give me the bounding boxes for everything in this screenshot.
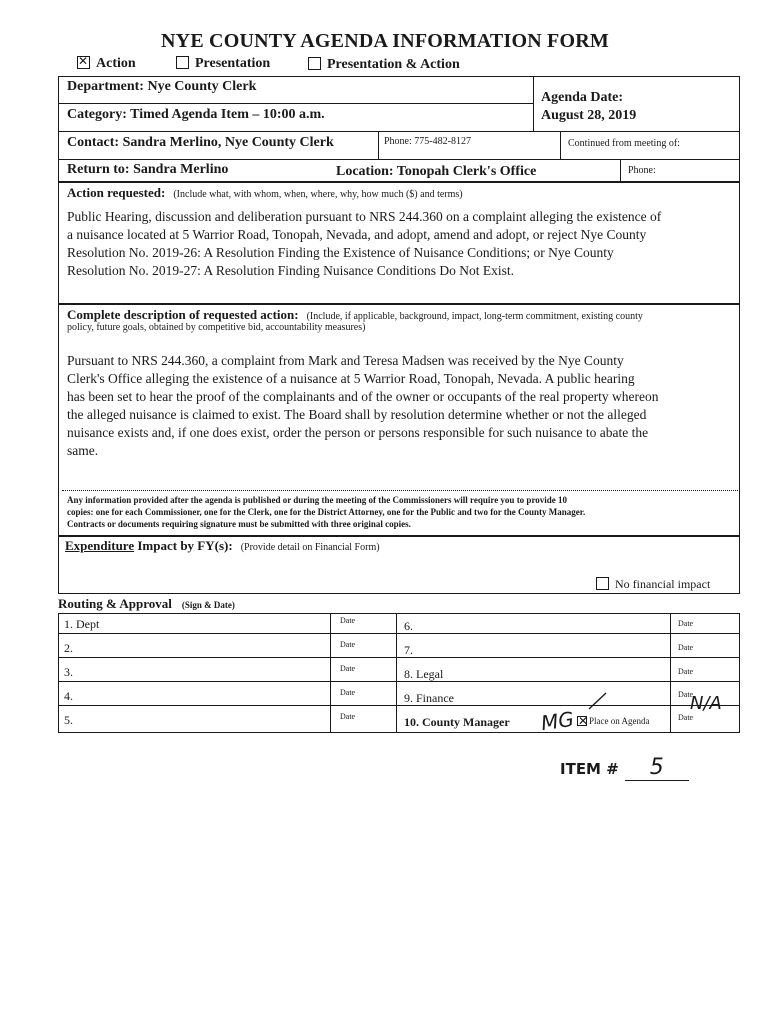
- text-line: Resolution No. 2019-26: A Resolution Finding the Existence of Nuisance Conditions; or Nye County: [67, 245, 614, 260]
- expenditure-label-rest: Impact by FY(s):: [134, 538, 233, 553]
- date-label: Date: [678, 667, 694, 676]
- sign-line: [396, 657, 670, 658]
- option-presentation-action-label: Presentation & Action: [327, 57, 460, 72]
- contact-field: Contact: Sandra Merlino, Nye County Clerk: [67, 135, 334, 150]
- text-line: Resolution No. 2019-27: A Resolution Finding Nuisance Conditions Do Not Exist.: [67, 263, 515, 278]
- routing-row-label: 2.: [64, 641, 73, 655]
- routing-row[interactable]: [64, 639, 73, 657]
- routing-row[interactable]: [64, 663, 73, 681]
- expenditure-hint: (Provide detail on Financial Form): [240, 542, 380, 553]
- routing-row-label: 4.: [64, 689, 73, 703]
- date-label: Date: [678, 643, 694, 652]
- signature-slash-icon: [586, 691, 610, 711]
- divider: [58, 103, 533, 104]
- option-action[interactable]: [77, 56, 136, 72]
- date-label: Date: [340, 640, 356, 649]
- date-line: [330, 657, 396, 658]
- sign-line: [58, 657, 330, 658]
- action-requested-hint: (Include what, with whom, when, where, why, how much ($) and terms): [173, 189, 463, 200]
- return-to-field: Return to: Sandra Merlino: [67, 162, 229, 177]
- date-line: [670, 681, 740, 682]
- copies-notice: [67, 494, 739, 530]
- place-on-agenda-checkbox[interactable]: [577, 716, 587, 726]
- routing-row[interactable]: [404, 713, 510, 731]
- agenda-date-label: Agenda Date:: [541, 90, 624, 105]
- no-financial-impact-label: No financial impact: [615, 577, 711, 591]
- date-line: [670, 657, 740, 658]
- sign-line: [396, 705, 670, 706]
- routing-row[interactable]: [64, 711, 73, 729]
- continued-from-field: Continued from meeting of:: [568, 138, 680, 149]
- date-label: Date: [340, 712, 356, 721]
- option-action-label: Action: [96, 56, 136, 71]
- expenditure-label: Expenditure: [65, 538, 135, 553]
- contact-phone: Phone: 775-482-8127: [384, 136, 471, 147]
- routing-heading: [58, 595, 235, 613]
- presentation-checkbox[interactable]: [176, 56, 189, 69]
- divider: [58, 131, 740, 132]
- category-field: Category: Timed Agenda Item – 10:00 a.m.: [67, 107, 325, 122]
- description-label: Complete description of requested action:: [67, 307, 299, 322]
- text-line: same.: [67, 443, 99, 458]
- text-line: Pursuant to NRS 244.360, a complaint from Mark and Teresa Madsen was received by the Nye County: [67, 353, 624, 368]
- text-line: Clerk's Office alleging the existence of a nuisance at 5 Warrior Road, Tonopah, Nevada. A public hearing: [67, 371, 635, 386]
- text-line: a nuisance located at 5 Warrior Road, Tonopah, Nevada, and adopt, amend and adopt, or reject Nye County: [67, 227, 647, 242]
- no-financial-impact-option[interactable]: [596, 577, 710, 592]
- date-label: Date: [340, 688, 356, 697]
- description-hint-line2: policy, future goals, obtained by competitive bid, accountability measures): [67, 322, 366, 333]
- text-line: nuisance exists and, if one does exist, order the person or persons responsible for such nuisance to abate the: [67, 425, 649, 440]
- date-line: [330, 633, 396, 634]
- divider: [533, 76, 534, 131]
- action-checkbox[interactable]: [77, 56, 90, 69]
- date-line: [330, 681, 396, 682]
- routing-row-label: 10. County Manager: [404, 715, 510, 729]
- text-line: the alleged nuisance is claimed to exist. The Board shall by resolution determine whether or not the alleged: [67, 407, 647, 422]
- notice-line: Any information provided after the agenda is published or during the meeting of the Commissioners will require you to provide 10: [67, 495, 568, 505]
- sign-line: [396, 633, 670, 634]
- action-requested-text: [67, 208, 739, 280]
- routing-hint: (Sign & Date): [181, 600, 235, 610]
- description-text: [67, 352, 739, 460]
- routing-row-label: 6.: [404, 619, 413, 633]
- routing-left-column: [58, 613, 396, 733]
- place-on-agenda-option[interactable]: [577, 716, 649, 726]
- presentation-action-checkbox[interactable]: [308, 57, 321, 70]
- sign-line: [396, 681, 670, 682]
- routing-row-label: 9. Finance: [404, 691, 454, 705]
- form-title: NYE COUNTY AGENDA INFORMATION FORM: [161, 30, 609, 52]
- option-presentation-action[interactable]: [308, 57, 460, 73]
- date-line: [670, 633, 740, 634]
- date-label: Date: [678, 713, 694, 722]
- item-number-value: 5: [625, 755, 689, 781]
- divider: [62, 490, 738, 491]
- notice-line: Contracts or documents requiring signature must be submitted with three original copies.: [67, 519, 411, 529]
- divider: [620, 159, 621, 182]
- routing-row[interactable]: [64, 615, 99, 633]
- sign-line: [58, 681, 330, 682]
- action-requested-heading: [67, 184, 463, 202]
- sign-line: [58, 705, 330, 706]
- routing-row-label: 5.: [64, 713, 73, 727]
- routing-title: Routing & Approval: [58, 596, 172, 611]
- option-presentation-label: Presentation: [195, 56, 271, 71]
- description-hint: (Include, if applicable, background, impact, long-term commitment, existing county: [306, 311, 643, 322]
- agenda-date-value: August 28, 2019: [541, 108, 637, 123]
- routing-row-label: 3.: [64, 665, 73, 679]
- date-label: Date: [678, 619, 694, 628]
- divider: [378, 131, 379, 159]
- county-manager-initials: MG: [539, 706, 576, 736]
- divider: [58, 159, 740, 160]
- action-requested-label: Action requested:: [67, 185, 166, 200]
- notice-line: copies: one for each Commissioner, one for the Clerk, one for the District Attorney, one for the Public and two for the County Manager.: [67, 507, 586, 517]
- place-on-agenda-label: Place on Agenda: [589, 716, 650, 726]
- option-presentation[interactable]: [176, 56, 270, 72]
- routing-right-column: [396, 613, 740, 736]
- sign-line: [58, 633, 330, 634]
- date-label: Date: [340, 664, 356, 673]
- date-line: [330, 705, 396, 706]
- item-number: [560, 755, 689, 781]
- divider: [560, 131, 561, 159]
- department-field: Department: Nye County Clerk: [67, 79, 257, 94]
- no-financial-impact-checkbox[interactable]: [596, 577, 609, 590]
- location-phone: Phone:: [628, 165, 656, 176]
- text-line: has been set to hear the proof of the complainants and of the owner or occupants of the real property whereon: [67, 389, 659, 404]
- divider: [670, 613, 671, 733]
- divider: [330, 613, 331, 733]
- text-line: Public Hearing, discussion and deliberation pursuant to NRS 244.360 on a complaint alleging the existence of: [67, 209, 662, 224]
- location-field: Location: Tonopah Clerk's Office: [336, 164, 537, 179]
- date-label: Date: [340, 616, 356, 625]
- expenditure-heading: [65, 537, 380, 555]
- routing-row-label: 1. Dept: [64, 617, 100, 631]
- item-label: ITEM #: [560, 760, 619, 778]
- routing-row-label: 8. Legal: [404, 667, 444, 681]
- routing-row-label: 7.: [404, 643, 413, 657]
- date-label: Date: [678, 690, 694, 699]
- routing-row[interactable]: [64, 687, 73, 705]
- finance-na-mark: N/A: [690, 693, 722, 714]
